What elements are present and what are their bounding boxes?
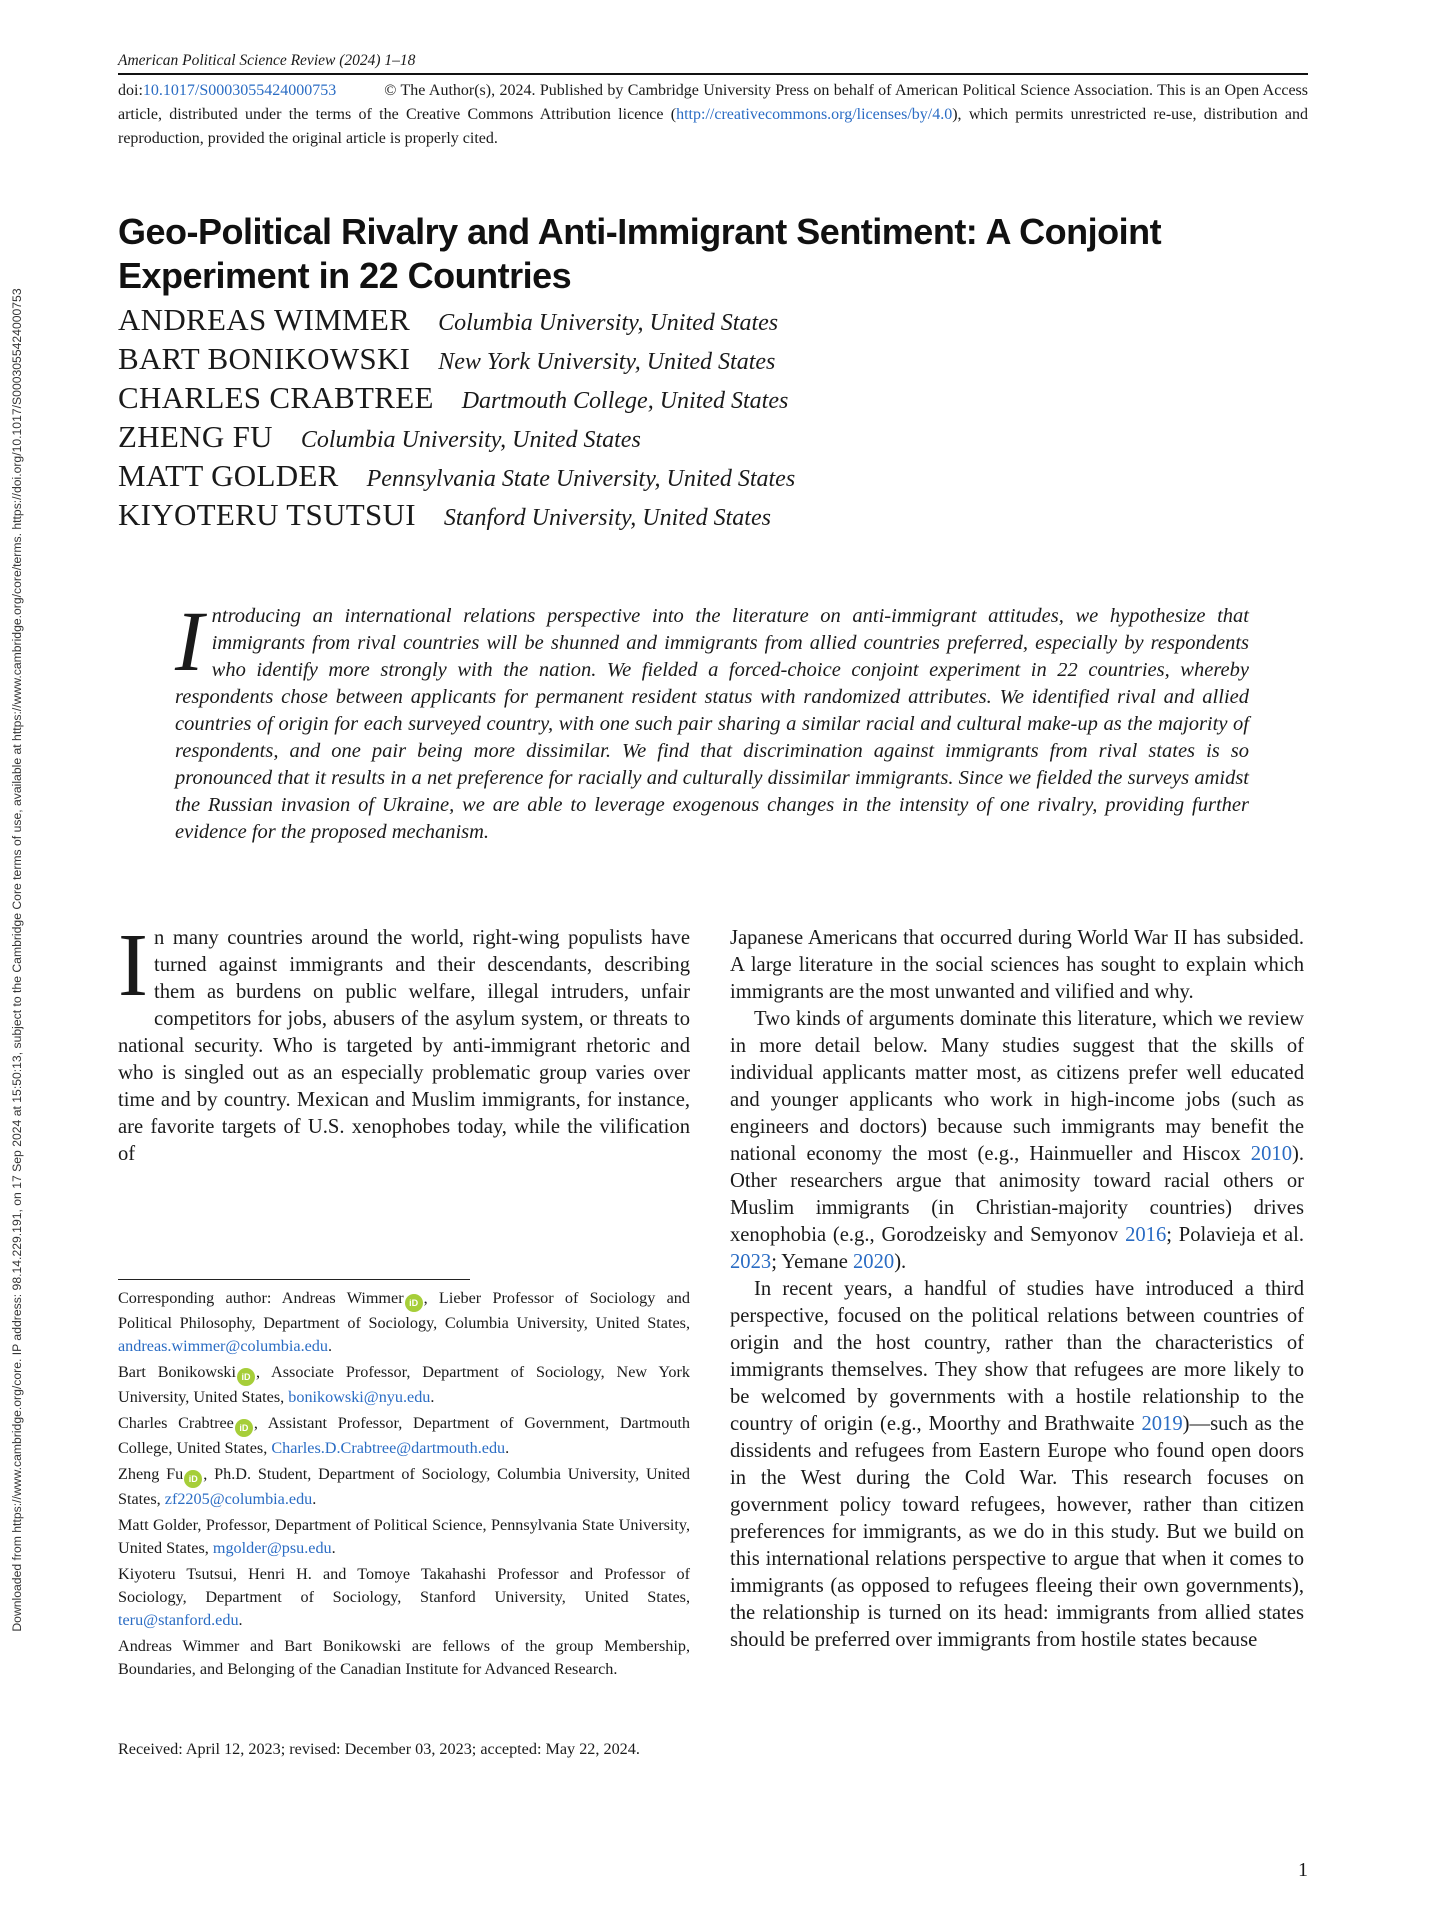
author-row: [118, 417, 1308, 456]
author-affiliation: Columbia University, United States: [438, 310, 779, 336]
doi-prefix: doi:: [118, 82, 143, 99]
body-paragraph: [730, 1006, 1304, 1276]
footnote-fu: [118, 1463, 690, 1511]
footnote-text: Kiyoteru Tsutsui, Henri H. and Tomoye Takahashi Professor and Professor of Sociology, Department of Sociology, Stanford University, United States,: [118, 1565, 690, 1606]
body-column-left: [118, 916, 690, 1168]
paragraph-text: In recent years, a handful of studies have introduced a third perspective, focused on the political relations between countries of origin and the host country, rather than the characteristics of immigrants themselves. They show that refugees are more likely to be welcomed by governments with a hostile relationship to the country of origin (e.g., Moorthy and Brathwaite: [730, 1278, 1304, 1435]
email-link[interactable]: teru@stanford.edu: [118, 1611, 239, 1629]
footnote-text: .: [331, 1539, 336, 1557]
copyright-text-end: ), which permits unrestricted re-use, distribution and reproduction, provided the original article is properly cited.: [118, 106, 1309, 147]
footnote-text: .: [430, 1388, 435, 1406]
footnote-text: Corresponding author: Andreas Wimmer: [118, 1289, 404, 1307]
body-paragraph: Japanese Americans that occurred during World War II has subsided. A large literature in the social sciences has sought to explain which immigrants are the most unwanted and vilified and why.: [730, 927, 1304, 1003]
author-name: BART BONIKOWSKI: [118, 341, 411, 376]
orcid-icon[interactable]: iD: [235, 1419, 253, 1437]
abstract-dropcap: I: [175, 593, 204, 689]
footnote-fellows: Andreas Wimmer and Bart Bonikowski are fellows of the group Membership, Boundaries, and Belonging of the Canadian Institute for Advanced Research.: [118, 1637, 690, 1678]
page-number: 1: [1298, 1859, 1308, 1881]
citation-link[interactable]: 2010: [1250, 1143, 1292, 1165]
author-row: [118, 339, 1308, 378]
footnote-text: Charles Crabtree: [118, 1414, 234, 1432]
body-paragraph: [730, 1276, 1304, 1654]
email-link[interactable]: mgolder@psu.edu: [212, 1539, 332, 1557]
citation-link[interactable]: 2019: [1141, 1413, 1183, 1435]
received-dates: Received: April 12, 2023; revised: December 03, 2023; accepted: May 22, 2024.: [118, 1740, 640, 1758]
footnote-text: .: [505, 1439, 510, 1457]
orcid-icon[interactable]: iD: [184, 1470, 202, 1488]
citation-link[interactable]: 2016: [1125, 1224, 1167, 1246]
footnote-bonikowski: [118, 1361, 690, 1409]
footnote-rule: [118, 1279, 470, 1280]
citation-link[interactable]: 2020: [853, 1251, 895, 1273]
author-name: KIYOTERU TSUTSUI: [118, 497, 416, 532]
author-name: ANDREAS WIMMER: [118, 302, 411, 337]
doi-copyright-block: [118, 79, 1308, 151]
author-affiliation: New York University, United States: [438, 349, 776, 375]
footnote-text: .: [238, 1611, 243, 1629]
journal-header: American Political Science Review (2024) 1–18: [118, 51, 1308, 75]
abstract: [175, 593, 1249, 846]
author-row: [118, 495, 1308, 534]
author-affiliation: Stanford University, United States: [443, 505, 771, 531]
author-name: ZHENG FU: [118, 419, 273, 454]
paragraph-text: ; Yemane: [771, 1251, 853, 1273]
license-link[interactable]: http://creativecommons.org/licenses/by/4.0: [676, 106, 953, 123]
footnote-wimmer: [118, 1287, 690, 1358]
footnote-text: , Associate Professor, Department of Sociology, New York University, United States,: [118, 1363, 691, 1406]
author-list: [118, 300, 1308, 534]
paragraph-text: ). Other researchers argue that animosity toward racial others or Muslim immigrants (in Christian-majority countries) drives xenophobia (e.g., Gorodzeisky and Semyonov: [730, 1143, 1304, 1246]
footnote-text: Matt Golder, Professor, Department of Political Science, Pennsylvania State University, United States,: [118, 1516, 690, 1557]
author-name: MATT GOLDER: [118, 458, 339, 493]
paragraph-text: Two kinds of arguments dominate this literature, which we review in more detail below. Many studies suggest that the skills of individual applicants matter most, as citizens prefer well educated and younger applicants who work in high-income jobs (such as engineers and doctors) because such immigrants may benefit the national economy the most (e.g., Hainmueller and Hiscox: [730, 1008, 1304, 1165]
body-text-left: n many countries around the world, right-wing populists have turned against immigrants and their descendants, describing them as burdens on public welfare, illegal intruders, unfair competitors for jobs, abusers of the asylum system, or threats to national security. Who is targeted by anti-immigrant rhetoric and who is singled out as an especially problematic group varies over time and by country. Mexican and Muslim immigrants, for instance, are favorite targets of U.S. xenophobes today, while the vilification of: [118, 927, 690, 1165]
author-footnotes: [118, 1287, 690, 1684]
email-link[interactable]: zf2205@columbia.edu: [164, 1490, 313, 1508]
citation-link[interactable]: 2023: [730, 1251, 772, 1273]
footnote-text: .: [312, 1490, 317, 1508]
author-name: CHARLES CRABTREE: [118, 380, 434, 415]
author-affiliation: Dartmouth College, United States: [461, 388, 789, 414]
email-link[interactable]: Charles.D.Crabtree@dartmouth.edu: [271, 1439, 506, 1457]
paragraph-text: ; Polavieja et al.: [1166, 1224, 1304, 1246]
footnote-text: , Lieber Professor of Sociology and Political Philosophy, Department of Sociology, Columbia University, United States,: [118, 1289, 690, 1332]
download-notice: Downloaded from https://www.cambridge.org/core. IP address: 98.14.229.191, on 17 Sep 2024 at 15:50:13, subject to the Cambridge Core terms of use, available at https://www.cambridge.org/core/terms. https://doi.org/10.1017/S0003055424000753: [10, 288, 24, 1632]
email-link[interactable]: bonikowski@nyu.edu: [288, 1388, 431, 1406]
doi-link[interactable]: 10.1017/S0003055424000753: [142, 82, 337, 99]
footnote-text: Zheng Fu: [118, 1465, 184, 1483]
footnote-crabtree: [118, 1412, 690, 1460]
orcid-icon[interactable]: iD: [237, 1368, 255, 1386]
footnote-text: , Ph.D. Student, Department of Sociology, Columbia University, United States,: [118, 1465, 690, 1508]
footnote-text: Bart Bonikowski: [118, 1363, 237, 1381]
copyright-text: © The Author(s), 2024. Published by Cambridge University Press on behalf of American Political Science Association. This is an Open Access article, distributed under the terms of the Creative Commons Attribution licence (: [118, 82, 1308, 123]
body-dropcap: I: [118, 916, 148, 1015]
author-row: [118, 456, 1308, 495]
footnote-golder: [118, 1514, 690, 1560]
author-row: [118, 300, 1308, 339]
author-row: [118, 378, 1308, 417]
paragraph-text: )—such as the dissidents and refugees from Eastern Europe who found open doors in the West during the Cold War. This research focuses on government policy toward refugees, however, rather than citizen preferences for immigrants, as we do in this study. But we build on this international relations perspective to argue that when it comes to immigrants (as opposed to refugees fleeing their own governments), the relationship is turned on its head: immigrants from allied states should be preferred over immigrants from hostile states because: [730, 1413, 1304, 1651]
article-title: Geo-Political Rivalry and Anti-Immigrant Sentiment: A Conjoint Experiment in 22 Countries: [118, 211, 1162, 296]
body-column-right: [730, 925, 1304, 1654]
abstract-text: ntroducing an international relations perspective into the literature on anti-immigrant attitudes, we hypothesize that immigrants from rival countries will be shunned and immigrants from allied countries preferred, especially by respondents who identify more strongly with the nation. We fielded a forced-choice conjoint experiment in 22 countries, whereby respondents chose between applicants for permanent resident status with randomized attributes. We identified rival and allied countries of origin for each surveyed country, with one such pair sharing a similar racial and cultural make-up as the majority of respondents, and one pair being more dissimilar. We find that discrimination against immigrants from rival states is so pronounced that it results in a net preference for racially and culturally dissimilar immigrants. Since we fielded the surveys amidst the Russian invasion of Ukraine, we are able to leverage exogenous changes in the intensity of one rivalry, providing further evidence for the proposed mechanism.: [175, 605, 1249, 843]
author-affiliation: Pennsylvania State University, United States: [366, 466, 796, 492]
email-link[interactable]: andreas.wimmer@columbia.edu: [118, 1337, 328, 1355]
footnote-text: .: [328, 1337, 333, 1355]
footnote-text: , Assistant Professor, Department of Government, Dartmouth College, United States,: [118, 1414, 691, 1457]
footnote-tsutsui: [118, 1563, 690, 1632]
orcid-icon[interactable]: iD: [405, 1294, 423, 1312]
author-affiliation: Columbia University, United States: [300, 427, 641, 453]
paragraph-text: ).: [894, 1251, 907, 1273]
